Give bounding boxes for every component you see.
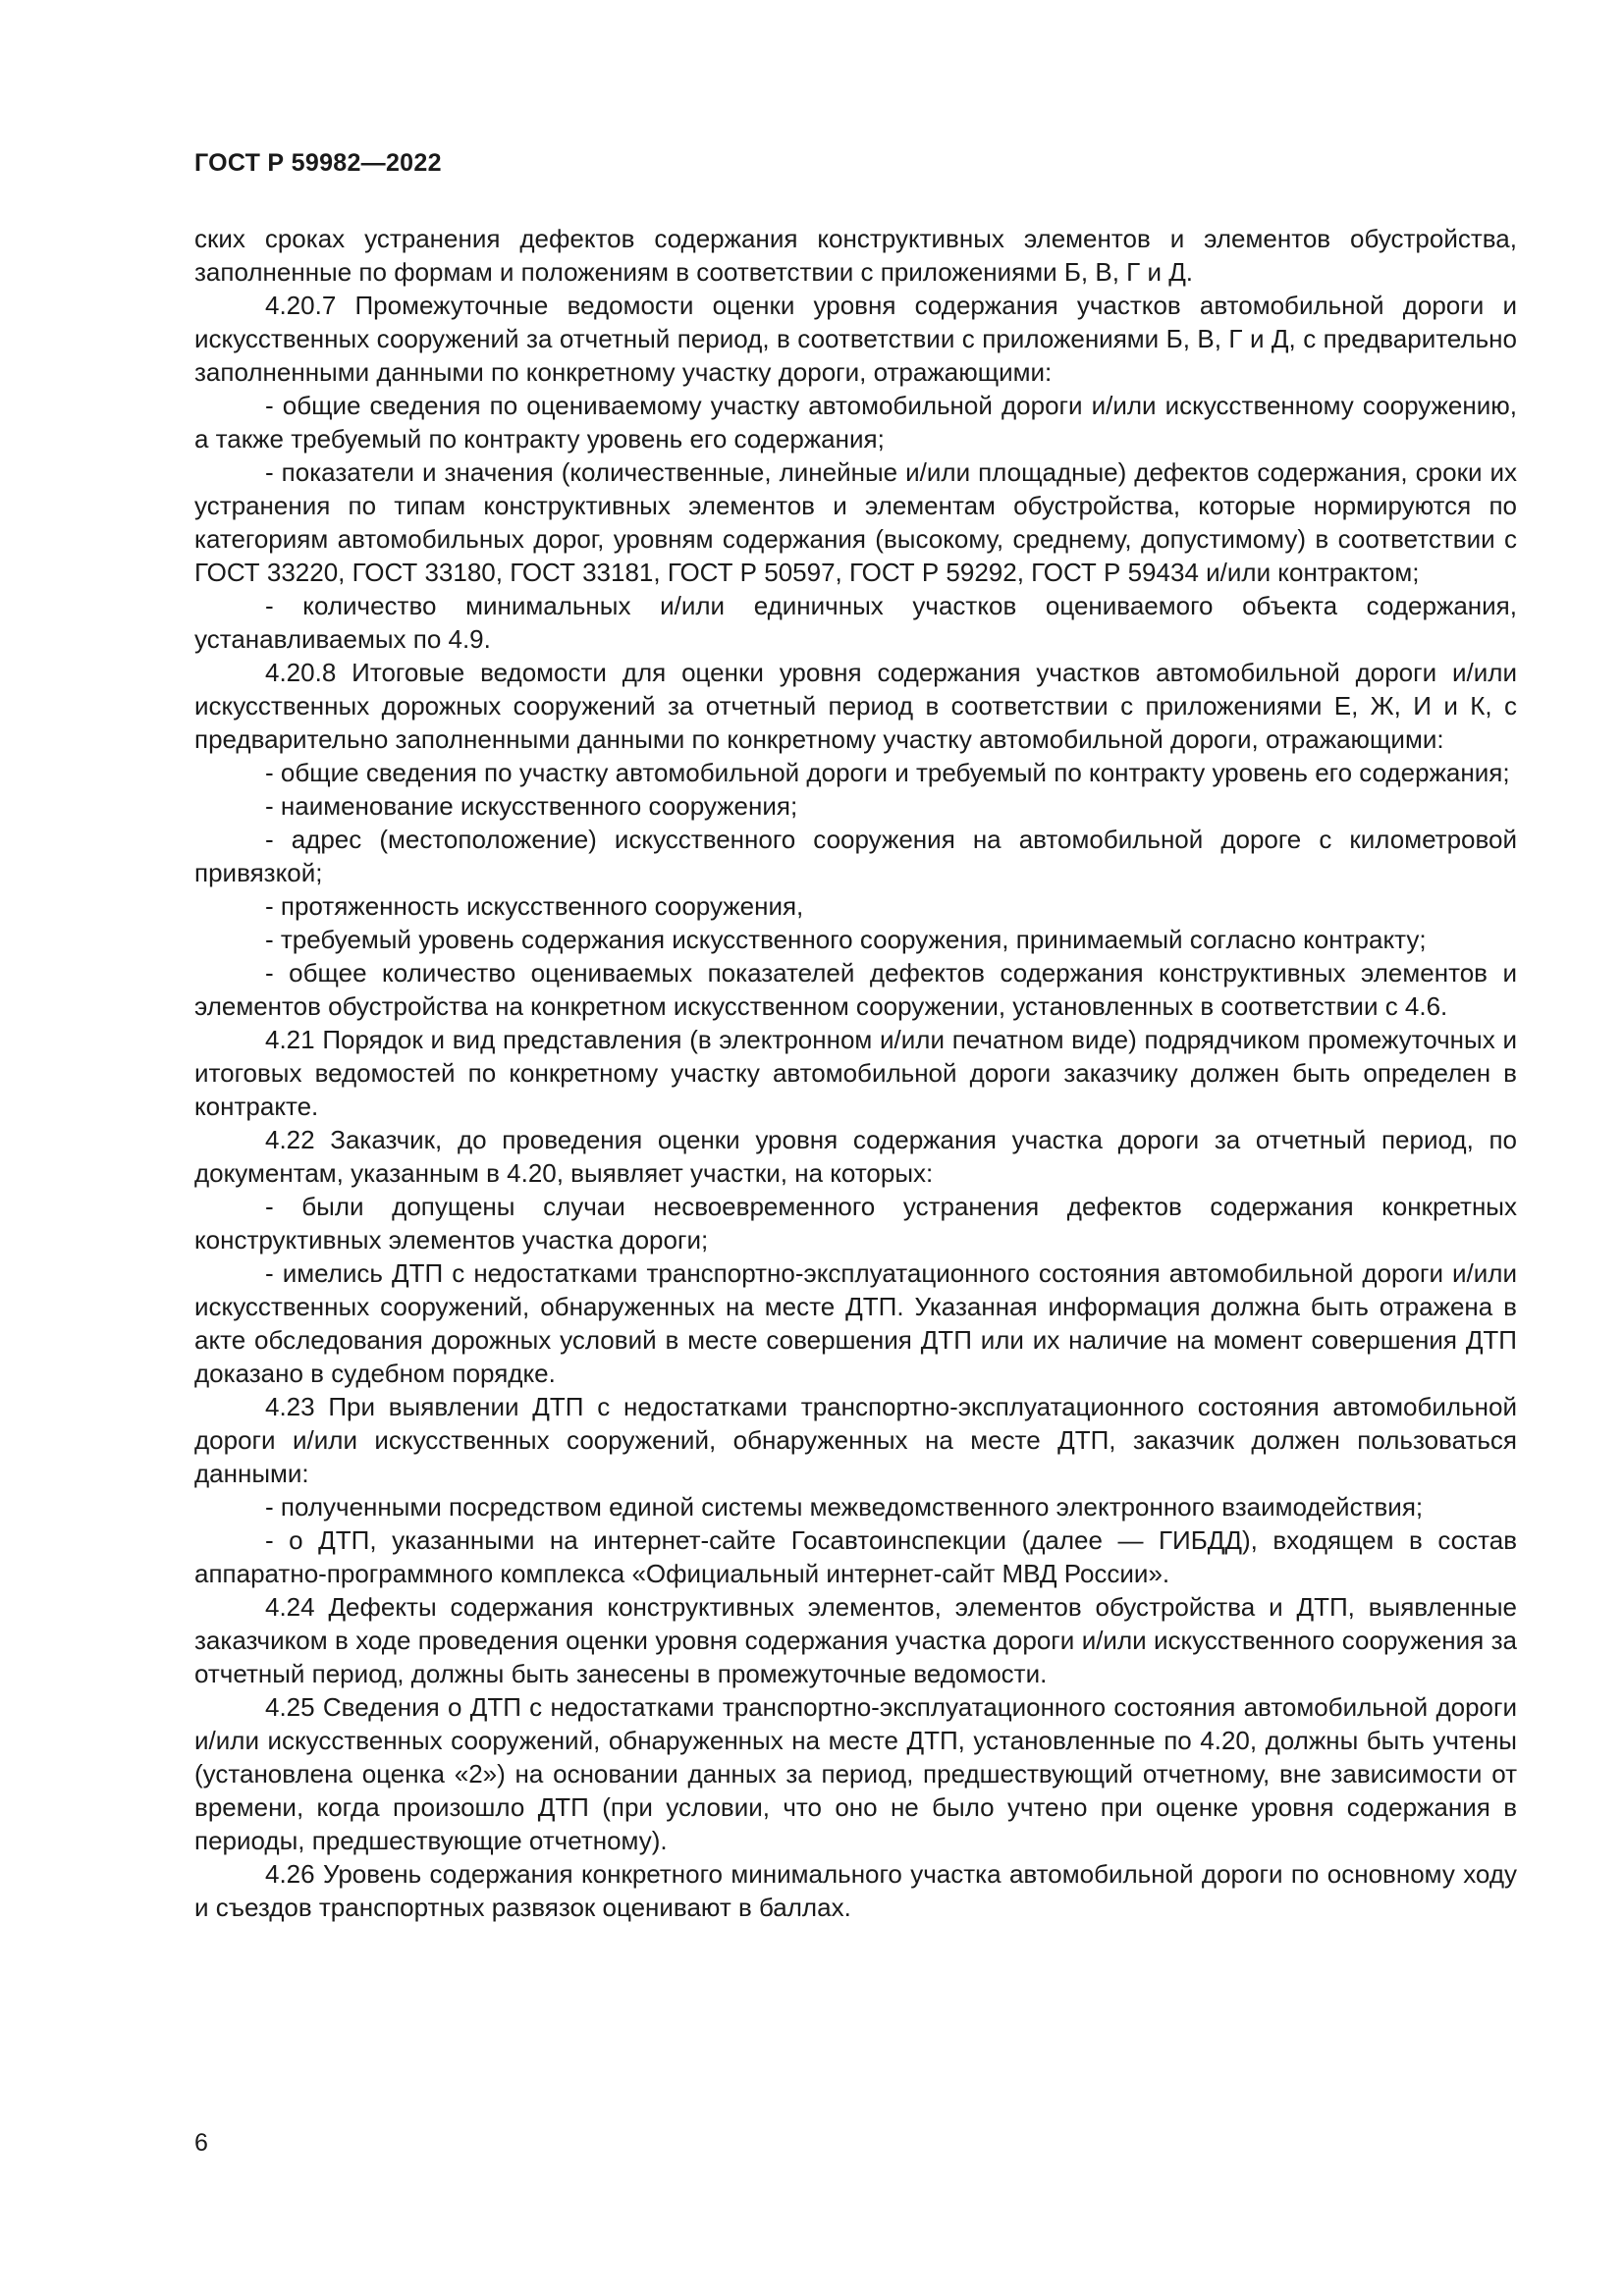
document-header: ГОСТ Р 59982—2022 xyxy=(194,149,442,177)
paragraph-4-25: 4.25 Сведения о ДТП с недостатками транспортно-эксплуатационного состояния автомобильной дороги и/или искусственных сооружений, обнаруженных на месте ДТП, установленные по 4.20, должны быть учтены (установлена оценка «2») на основании данных за период, предшествующий отчетному, вне зависимости от времени, когда произошло ДТП (при условии, что оно не было учтено при оценке уровня содержания в периоды, предшествующие отчетному). xyxy=(194,1692,1517,1855)
paragraph-4-20-7: 4.20.7 Промежуточные ведомости оценки уровня содержания участков автомобильной дороги и искусственных сооружений за отчетный период, в соответствии с приложениями Б, В, Г и Д, с предварительно заполненными данными по конкретному участку дороги, отражающими: xyxy=(194,291,1517,387)
list-item: - имелись ДТП с недостатками транспортно-эксплуатационного состояния автомобильной дороги и/или искусственных сооружений, обнаруженных на месте ДТП. Указанная информация должна быть отражена в акте обследования дорожных условий в месте совершения ДТП или их наличие на момент совершения ДТП доказано в судебном порядке. xyxy=(194,1258,1517,1388)
paragraph-4-22: 4.22 Заказчик, до проведения оценки уровня содержания участка дороги за отчетный период, по документам, указанным в 4.20, выявляет участки, на которых: xyxy=(194,1125,1517,1188)
paragraph-4-24: 4.24 Дефекты содержания конструктивных элементов, элементов обустройства и ДТП, выявленные заказчиком в ходе проведения оценки уровня содержания участка дороги и/или искусственного сооружения за отчетный период, должны быть занесены в промежуточные ведомости. xyxy=(194,1592,1517,1688)
paragraph-4-26: 4.26 Уровень содержания конкретного минимального участка автомобильной дороги по основному ходу и съездов транспортных развязок оценивают в баллах. xyxy=(194,1859,1517,1922)
list-item: - о ДТП, указанными на интернет-сайте Госавтоинспекции (далее — ГИБДД), входящем в состав аппаратно-программного комплекса «Официальный интернет-сайт МВД России». xyxy=(194,1525,1517,1588)
page-number: 6 xyxy=(194,2129,208,2157)
document-body xyxy=(194,222,1517,1924)
list-item: - количество минимальных и/или единичных участков оцениваемого объекта содержания, устанавливаемых по 4.9. xyxy=(194,591,1517,654)
list-item: - общие сведения по оцениваемому участку автомобильной дороги и/или искусственному сооружению, а также требуемый по контракту уровень его содержания; xyxy=(194,391,1517,454)
list-item: - общие сведения по участку автомобильной дороги и требуемый по контракту уровень его содержания; xyxy=(265,758,1510,787)
list-item: - адрес (местоположение) искусственного сооружения на автомобильной дороге с километровой привязкой; xyxy=(194,825,1517,887)
paragraph: ских сроках устранения дефектов содержания конструктивных элементов и элементов обустройства, заполненные по формам и положениям в соответствии с приложениями Б, В, Г и Д. xyxy=(194,224,1517,287)
list-item: - показатели и значения (количественные, линейные и/или площадные) дефектов содержания, сроки их устранения по типам конструктивных элементов и элементам обустройства, которые нормируются по категориям автомобильных дорог, уровням содержания (высокому, среднему, допустимому) в соответствии с ГОСТ 33220, ГОСТ 33180, ГОСТ 33181, ГОСТ Р 50597, ГОСТ Р 59292, ГОСТ Р 59434 и/или контрактом; xyxy=(194,457,1517,587)
paragraph-4-20-8: 4.20.8 Итоговые ведомости для оценки уровня содержания участков автомобильной дороги и/или искусственных дорожных сооружений за отчетный период в соответствии с приложениями Е, Ж, И и К, с предварительно заполненными данными по конкретному участку автомобильной дороги, отражающими: xyxy=(194,658,1517,754)
list-item: - общее количество оцениваемых показателей дефектов содержания конструктивных элементов и элементов обустройства на конкретном искусственном сооружении, установленных в соответствии с 4.6. xyxy=(194,958,1517,1021)
list-item: - требуемый уровень содержания искусственного сооружения, принимаемый согласно контракту; xyxy=(265,925,1427,954)
paragraph-4-23: 4.23 При выявлении ДТП с недостатками транспортно-эксплуатационного состояния автомобильной дороги и/или искусственных сооружений, обнаруженных на месте ДТП, заказчик должен пользоваться данными: xyxy=(194,1392,1517,1488)
list-item: - полученными посредством единой системы межведомственного электронного взаимодействия; xyxy=(265,1492,1424,1522)
list-item: - были допущены случаи несвоевременного устранения дефектов содержания конкретных конструктивных элементов участка дороги; xyxy=(194,1192,1517,1255)
list-item: - протяженность искусственного сооружения, xyxy=(265,891,804,921)
paragraph-4-21: 4.21 Порядок и вид представления (в электронном и/или печатном виде) подрядчиком промежуточных и итоговых ведомостей по конкретному участку автомобильной дороги заказчику должен быть определен в контракте. xyxy=(194,1025,1517,1121)
list-item: - наименование искусственного сооружения; xyxy=(265,791,798,821)
